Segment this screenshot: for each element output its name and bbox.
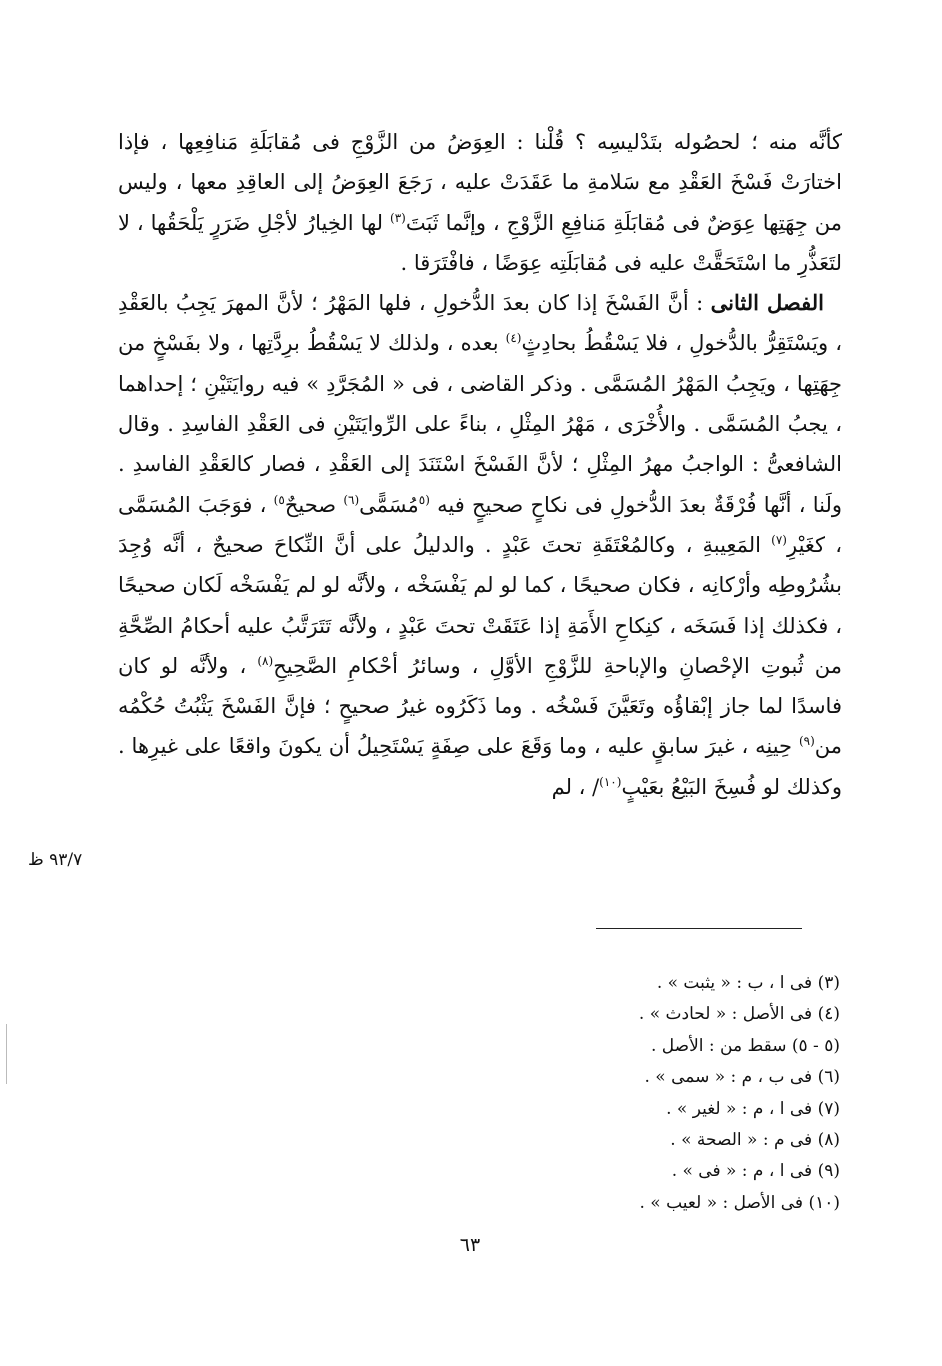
footnote-ref-5-open: (٥ xyxy=(418,492,430,507)
page-number: ٦٣ xyxy=(459,1234,481,1256)
paragraph-2: الفصل الثانى : أنَّ الفَسْخَ إذا كان بعدَ الدُّخولِ ، فلها المَهْرُ ؛ لأنَّ المهرَ يَجِبُ بالعَقْدِ ، ويَسْتَقِرُّ بالدُّخولِ ، فلا يَسْقُطُ بحادِثٍ$^{(٤)}$ بعده ، ولذلك لا يَسْقُطُ برِدَّتِها ، ولا بفَسْخٍ من جِهَتِها ، ويَجِبُ المَهْرُ المُسَمَّى . وذكر القاضى ، فى « المُجَرَّدِ » فيه روايَتَيْنِ ؛ إحداهما ، يجبُ المُسَمَّى . والأُخْرَى ، مَهْرُ المِثْلِ ، بناءً على الرِّوايَتَيْنِ فى العَقْدِ الفاسِدِ . وقال الشافعىُّ : الواجبُ مهرُ المِثْلِ ؛ لأنَّ الفَسْخَ اسْتَنَدَ إلى العَقْدِ ، فصار كالعَقْدِ الفاسدِ . ولَنا ، أنَّها فُرْقَةٌ بعدَ الدُّخولِ فى نكاحٍ صحيحٍ فيه $^{(٥}$مُسَمًّى$^{(٦)}$ صحيحٌ$^{٥)}$ ، فوَجَبَ المُسَمَّى ، كغَيْرِ$^{(٧)}$ المَعِيبةِ ، وكالمُعْتَقَةِ تحتَ عَبْدٍ . والدليلُ على أنَّ النِّكاحَ صحيحٌ ، أنَّه وُجِدَ بشُرُوطِه وأرْكانِه ، فكان صحيحًا ، كما لو لم يَفْسَخْه ، ولأنَّه لو لم يَفْسَخْه لَكان صحيحًا ، فكذلك إذا فَسَخَه ، كنِكاحِ الأَمَةِ إذا عَتَقَتْ تحتَ عَبْدٍ ، ولأنَّه تَتَرَتَّبُ عليه أحكامُ الصِّحَّةِ من ثُبوتِ الإحْصانِ والإباحةِ للزَّوْجِ الأوَّلِ ، وسائرُ أحْكامِ الصَّحِيحِ$^{(٨)}$ ، ولأنَّه لو كان فاسدًا لما جاز إبْقاؤُه وتَعَيَّنَ فَسْخُه . وما ذَكَرُوه غيرُ صحيحٍ ؛ فإنَّ الفَسْخَ يَثْبُتُ حُكْمُه من$^{(٩)}$ حِينِه ، غيرَ سابقٍ عليه ، وما وَقَعَ على صِفَةٍ يَسْتَحِيلُ أن يكونَ واقعًا على غيرِها . وكذلك لو فُسِخَ البَيْعُ بعَيْبٍ$^{(١٠)}$/ ، لم xyxy=(118,290,843,799)
manuscript-folio-note: ٩٣/٧ ظ xyxy=(28,850,83,870)
footnote-ref-6: (٦) xyxy=(343,492,360,507)
footnote-separator xyxy=(596,928,802,929)
footnote-6: (٦) فى ب ، م : « سمى » . xyxy=(644,1067,840,1088)
footnotes xyxy=(420,968,840,1219)
scan-edge-mark xyxy=(0,1024,7,1084)
footnote-ref-7: (٧) xyxy=(771,532,787,547)
footnote-3: (٣) فى ا ، ب : « يثبت » . xyxy=(656,973,840,993)
footnote-9: (٩) فى ا ، م : « فى » . xyxy=(671,1161,840,1182)
footnote-10: (١٠) فى الأصل : « لعيب » . xyxy=(639,1192,840,1213)
footnote-ref-4: (٤) xyxy=(505,331,522,346)
footnote-ref-10: (١٠) xyxy=(599,774,622,789)
footnote-8: (٨) فى م : « الصحة » . xyxy=(670,1130,840,1151)
paragraph-1: كأنَّه منه ؛ لحصُوله بتَدْليسِه ؟ قُلْنا : العِوَضُ من الزَّوْجِ فى مُقابَلَةِ مَنافِعِها ، فإذا اختارَتْ فَسْخَ العَقْدِ مع سَلامةِ ما عَقَدَتْ عليه ، رَجَعَ العِوَضُ إلى العاقِدِ معها ، وليس من جِهَتِها عِوَضٌ فى مُقابَلَةِ مَنافِعِ الزَّوْجِ ، وإنَّما ثَبَتَ$^{(٣)}$ لها الخِيارُ لأجْلِ ضَرَرٍ يَلْحَقُها ، لا لتَعَذُّرِ ما اسْتَحَقَّتْ عليه فى مُقابَلَتِه عِوَضًا ، فافْتَرَقا . xyxy=(118,130,842,275)
footnote-ref-3: (٣) xyxy=(390,210,406,225)
footnote-4: (٤) فى الأصل : « لحادث » . xyxy=(638,1004,840,1025)
footnote-5: (٥ - ٥) سقط من : الأصل . xyxy=(650,1035,840,1056)
footnote-7: (٧) فى ا ، م : « لغير » . xyxy=(666,1098,840,1119)
footnote-ref-9: (٩) xyxy=(798,734,815,749)
footnote-ref-5-close: ٥) xyxy=(273,492,285,507)
footnote-ref-8: (٨) xyxy=(257,653,274,668)
main-text xyxy=(118,122,842,807)
section-heading: الفصل الثانى xyxy=(710,290,824,316)
